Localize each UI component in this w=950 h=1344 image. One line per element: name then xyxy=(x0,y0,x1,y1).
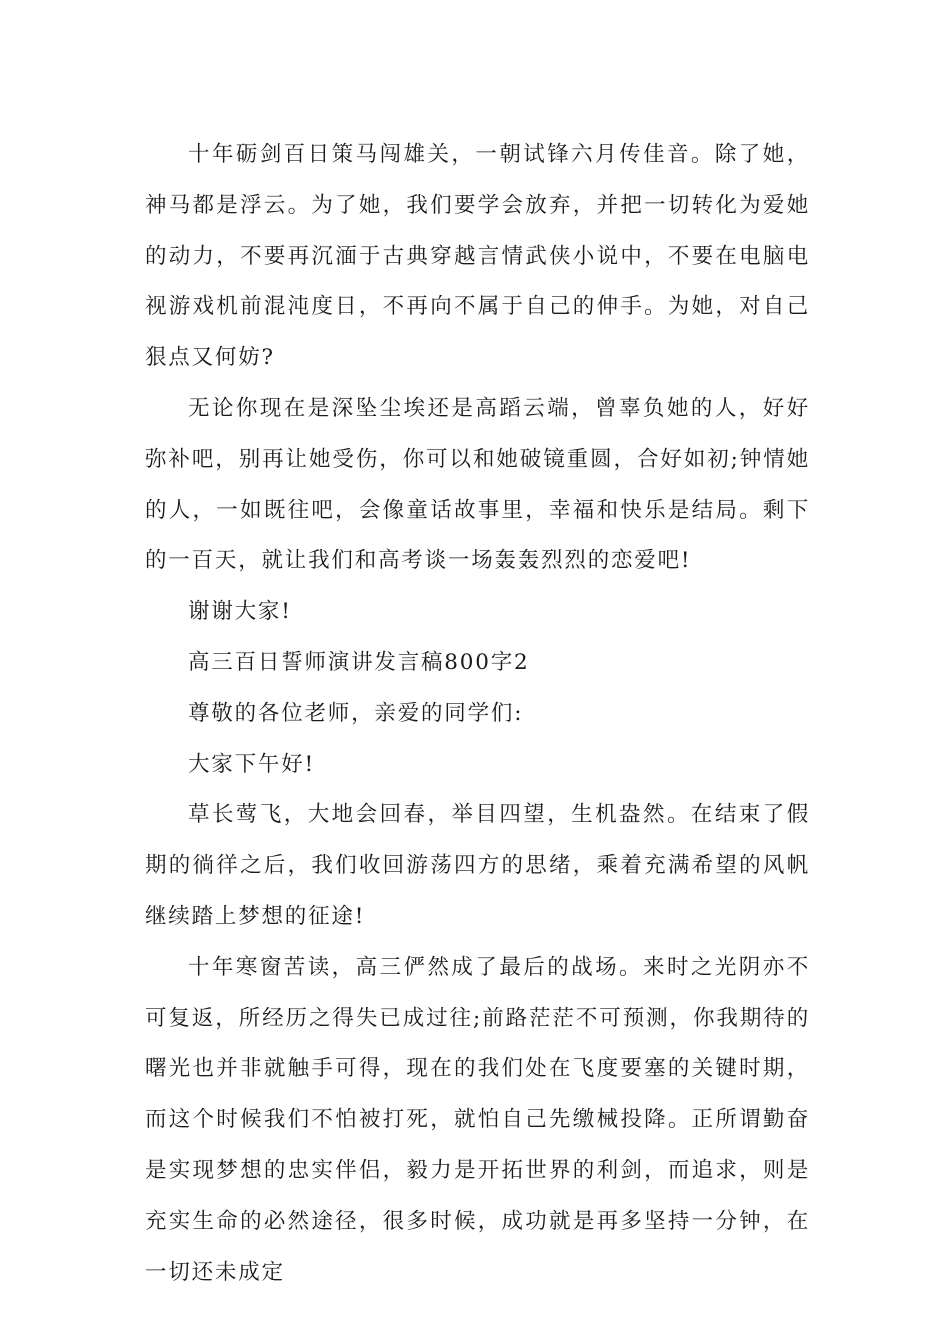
paragraph-2: 无论你现在是深坠尘埃还是高蹈云端，曾辜负她的人，好好弥补吧，别再让她受伤，你可以和她破镜重圆，合好如初;钟情她的人，一如既往吧，会像童话故事里，幸福和快乐是结局。剩下的一百天，就让我们和高考谈一场轰轰烈烈的恋爱吧! xyxy=(145,395,810,574)
paragraph-3: 草长莺飞，大地会回春，举目四望，生机盎然。在结束了假期的徜徉之后，我们收回游荡四方的思绪，乘着充满希望的风帆继续踏上梦想的征途! xyxy=(145,802,810,929)
paragraph-4: 十年寒窗苦读，高三俨然成了最后的战场。来时之光阴亦不可复返，所经历之得失已成过往;前路茫茫不可预测，你我期待的曙光也并非就触手可得，现在的我们处在飞度要塞的关键时期，而这个时候我们不怕被打死，就怕自己先缴械投降。正所谓勤奋是实现梦想的忠实伴侣，毅力是开拓世界的利剑，而追求，则是充实生命的必然途径，很多时候，成功就是再多坚持一分钟，在一切还未成定 xyxy=(145,954,810,1285)
paragraph-1: 十年砺剑百日策马闯雄关，一朝试锋六月传佳音。除了她，神马都是浮云。为了她，我们要学会放弃，并把一切转化为爱她的动力，不要再沉湎于古典穿越言情武侠小说中，不要在电脑电视游戏机前混沌度日，不再向不属于自己的伸手。为她，对自己狠点又何妨? xyxy=(145,142,810,371)
section-title: 高三百日誓师演讲发言稿800字2 xyxy=(188,649,530,675)
greeting: 大家下午好! xyxy=(188,751,315,777)
closing-thanks: 谢谢大家! xyxy=(188,599,292,625)
salutation: 尊敬的各位老师，亲爱的同学们: xyxy=(188,700,524,726)
document-body xyxy=(145,130,810,1298)
